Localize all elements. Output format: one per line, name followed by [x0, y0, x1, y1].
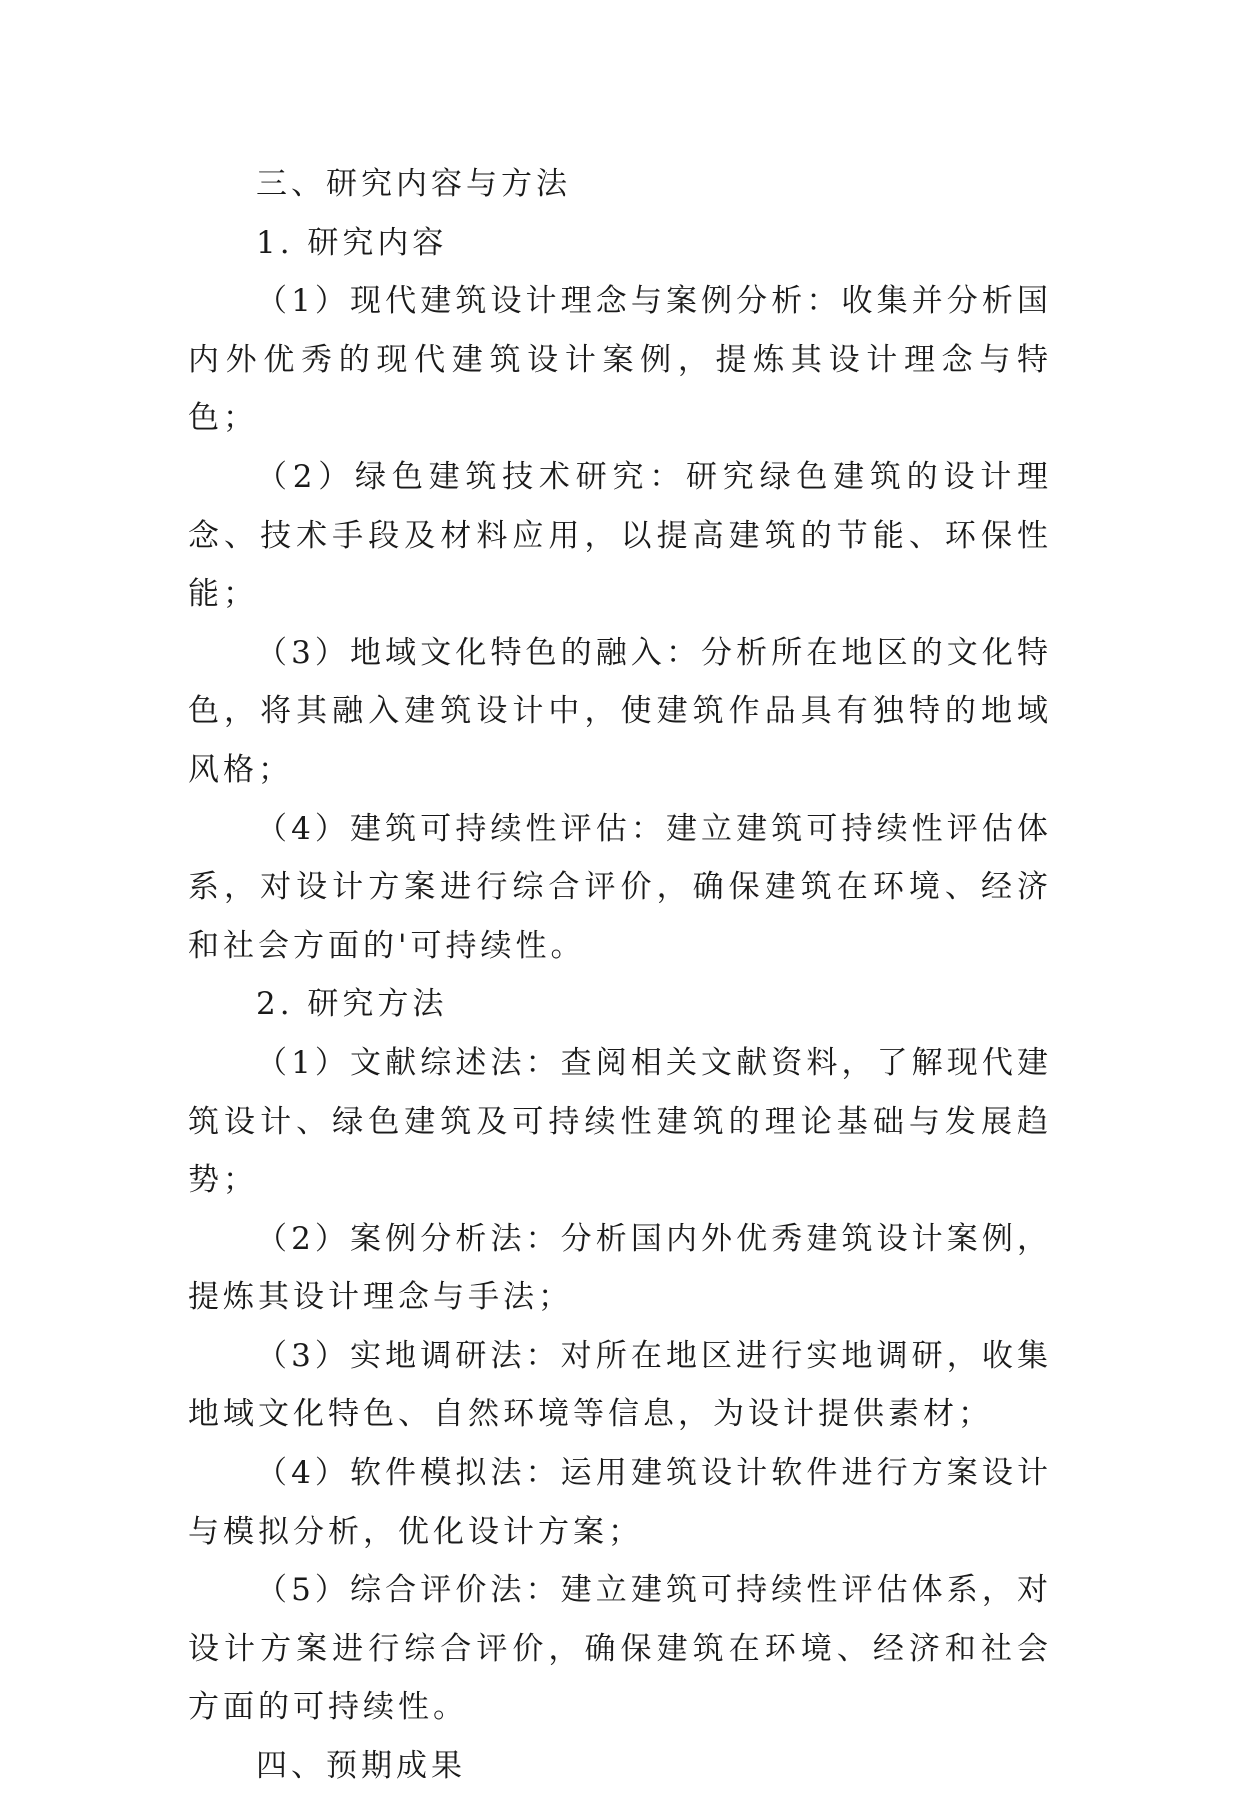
subsection-heading-research-methods: 2. 研究方法	[256, 986, 448, 1023]
method-item: （1）文献综述法：查阅相关文献资料，了解现代建筑设计、绿色建筑及可持续性建筑的理论基础与发展趋势；	[188, 1044, 1052, 1199]
subsection-heading-research-content: 1. 研究内容	[256, 224, 448, 261]
method-item: （4）软件模拟法：运用建筑设计软件进行方案设计与模拟分析，优化设计方案；	[188, 1455, 1052, 1550]
method-item: （2）案例分析法：分析国内外优秀建筑设计案例，提炼其设计理念与手法；	[188, 1220, 1052, 1316]
method-item: （5）综合评价法：建立建筑可持续性评估体系，对设计方案进行综合评价，确保建筑在环境、经济和社会方面的可持续性。	[188, 1572, 1052, 1726]
section-heading-expected-results: 四、预期成果	[256, 1748, 466, 1785]
document-body	[188, 155, 1052, 1796]
content-item: （3）地域文化特色的融入：分析所在地区的文化特色，将其融入建筑设计中，使建筑作品具有独特的地域风格；	[188, 634, 1052, 788]
method-item: （3）实地调研法：对所在地区进行实地调研，收集地域文化特色、自然环境等信息，为设计提供素材；	[188, 1337, 1052, 1433]
content-item: （4）建筑可持续性评估：建立建筑可持续性评估体系，对设计方案进行综合评价，确保建筑在环境、经济和社会方面的'可持续性。	[188, 810, 1052, 964]
section-heading-research-content-methods: 三、研究内容与方法	[256, 166, 571, 202]
content-item: （2）绿色建筑技术研究：研究绿色建筑的设计理念、技术手段及材料应用，以提高建筑的节能、环保性能；	[188, 458, 1052, 613]
content-item: （1）现代建筑设计理念与案例分析：收集并分析国内外优秀的现代建筑设计案例，提炼其设计理念与特色；	[188, 283, 1052, 437]
